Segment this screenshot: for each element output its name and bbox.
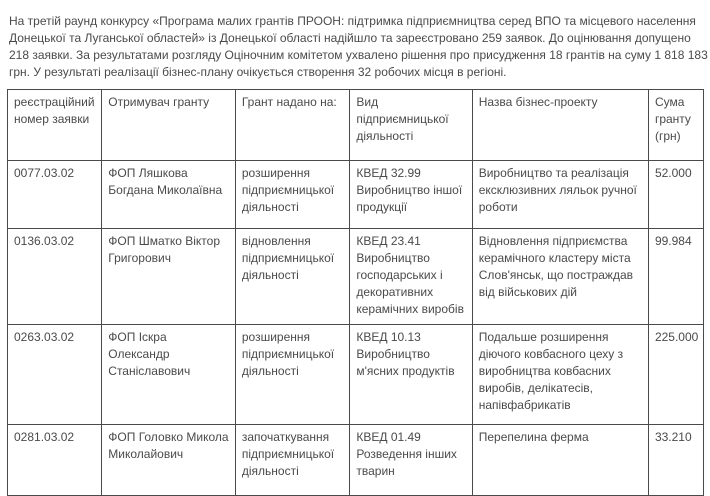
table-row — [8, 161, 704, 229]
header-recipient: Отримувач гранту — [102, 90, 236, 161]
cell-project-name: Подальше розширення діючого ковбасного цеху з виробництва ковбасних виробів, делікатесів, напівфабрикатів — [472, 325, 648, 425]
header-grant-amount: Сума гранту (грн) — [648, 90, 703, 161]
cell-recipient: ФОП Ляшкова Богдана Миколаївна — [102, 161, 236, 229]
cell-recipient: ФОП Шматко Віктор Григорович — [102, 229, 236, 325]
cell-activity-type: КВЕД 10.13 Виробництво м'ясних продуктів — [350, 325, 472, 425]
header-project-name: Назва бізнес-проекту — [472, 90, 648, 161]
cell-grant-purpose: розширення підприємницької діяльності — [235, 161, 350, 229]
cell-grant-purpose: започаткування підприємницької діяльності — [235, 425, 350, 496]
cell-project-name: Відновлення підприємства керамічного кластеру міста Слов'янськ, що постраждав від військових дій — [472, 229, 648, 325]
cell-grant-amount: 52.000 — [648, 161, 703, 229]
cell-grant-amount: 99.984 — [648, 229, 703, 325]
cell-registration-number: 0281.03.02 — [8, 425, 102, 496]
header-registration-number: реєстраційний номер заявки — [8, 90, 102, 161]
cell-activity-type: КВЕД 01.49 Розведення інших тварин — [350, 425, 472, 496]
grants-table — [7, 89, 704, 496]
cell-recipient: ФОП Головко Микола Миколайович — [102, 425, 236, 496]
intro-paragraph: На третій раунд конкурсу «Програма малих грантів ПРООН: підтримка підприємництва серед ВПО та місцевого населення Донецької та Луганської областей» із Донецької області надійшло та зареєстровано 259 заявок. До оцінювання допущено 218 заявки. За результатами розгляду Оціночним комітетом ухвалено рішення про присудження 18 грантів на суму 1 818 183 грн. У результаті реалізації бізнес-плану очікується створення 32 робочих місця в регіоні. — [9, 14, 708, 79]
cell-grant-purpose: розширення підприємницької діяльності — [235, 325, 350, 425]
cell-grant-amount: 225.000 — [648, 325, 703, 425]
cell-project-name: Виробництво та реалізація ексклюзивних ляльок ручної роботи — [472, 161, 648, 229]
table-header-row — [8, 90, 704, 161]
table-row — [8, 229, 704, 325]
cell-grant-amount: 33.210 — [648, 425, 703, 496]
cell-recipient: ФОП Іскра Олександр Станіславович — [102, 325, 236, 425]
cell-project-name: Перепелина ферма — [472, 425, 648, 496]
cell-grant-purpose: відновлення підприємницької діяльності — [235, 229, 350, 325]
cell-activity-type: КВЕД 23.41 Виробництво господарських і декоративних керамічних виробів — [350, 229, 472, 325]
cell-registration-number: 0136.03.02 — [8, 229, 102, 325]
header-activity-type: Вид підприємницької діяльності — [350, 90, 472, 161]
cell-registration-number: 0077.03.02 — [8, 161, 102, 229]
header-grant-purpose: Грант надано на: — [235, 90, 350, 161]
cell-registration-number: 0263.03.02 — [8, 325, 102, 425]
table-row — [8, 425, 704, 496]
table-row — [8, 325, 704, 425]
cell-activity-type: КВЕД 32.99 Виробництво іншої продукції — [350, 161, 472, 229]
